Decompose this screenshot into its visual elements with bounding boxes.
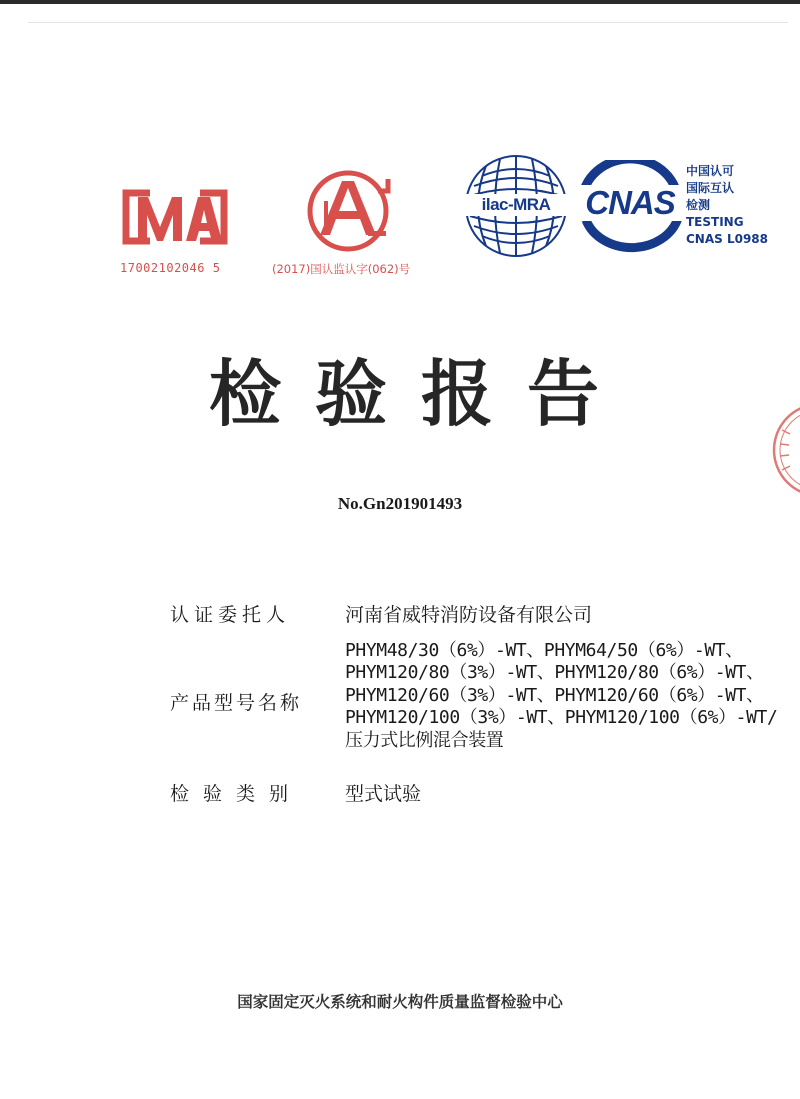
cnas-line: 检测	[686, 198, 711, 212]
cnas-logo	[574, 160, 786, 260]
product-label: 产品型号名称	[170, 692, 303, 714]
ilac-mra-logo	[460, 150, 572, 262]
cma-mark-icon	[116, 183, 234, 253]
cnas-line: 中国认可	[686, 164, 735, 178]
cnas-accreditation-text	[686, 163, 768, 248]
cal-mark-icon	[296, 165, 400, 257]
report-title: 检验报告	[208, 352, 633, 436]
product-value: PHYM48/30（6%）-WT、PHYM64/50（6%）-WT、PHYM120/80（3%）-WT、PHYM120/80（6%）-WT、PHYM120/60（3%）-WT、PHYM120/60（6%）-WT、PHYM120/100（3%）-WT、PHYM120/100（6%）-WT/压力式比例混合装置	[345, 640, 778, 751]
cnas-wordmark: CNAS	[574, 185, 686, 221]
cma-logo	[116, 183, 236, 275]
cnas-line: CNAS L0988	[686, 232, 769, 246]
ilac-mra-label: ilac-MRA	[464, 194, 568, 216]
cnas-line: TESTING	[686, 215, 744, 229]
inspection-type-value: 型式试验	[345, 783, 422, 805]
client-label: 认证委托人	[170, 604, 291, 626]
inspection-type-label: 检验类别	[170, 783, 303, 805]
top-divider	[28, 22, 788, 23]
cma-code: 17002102046 5	[120, 261, 221, 275]
client-value: 河南省威特消防设备有限公司	[345, 604, 593, 626]
scan-top-edge	[0, 0, 800, 4]
issuer-footer: 国家固定灭火系统和耐火构件质量监督检验中心	[237, 993, 563, 1011]
report-number: No.Gn201901493	[337, 494, 463, 513]
cnas-line: 国际互认	[686, 181, 735, 195]
cal-code: (2017)国认监认字(062)号	[272, 262, 411, 276]
